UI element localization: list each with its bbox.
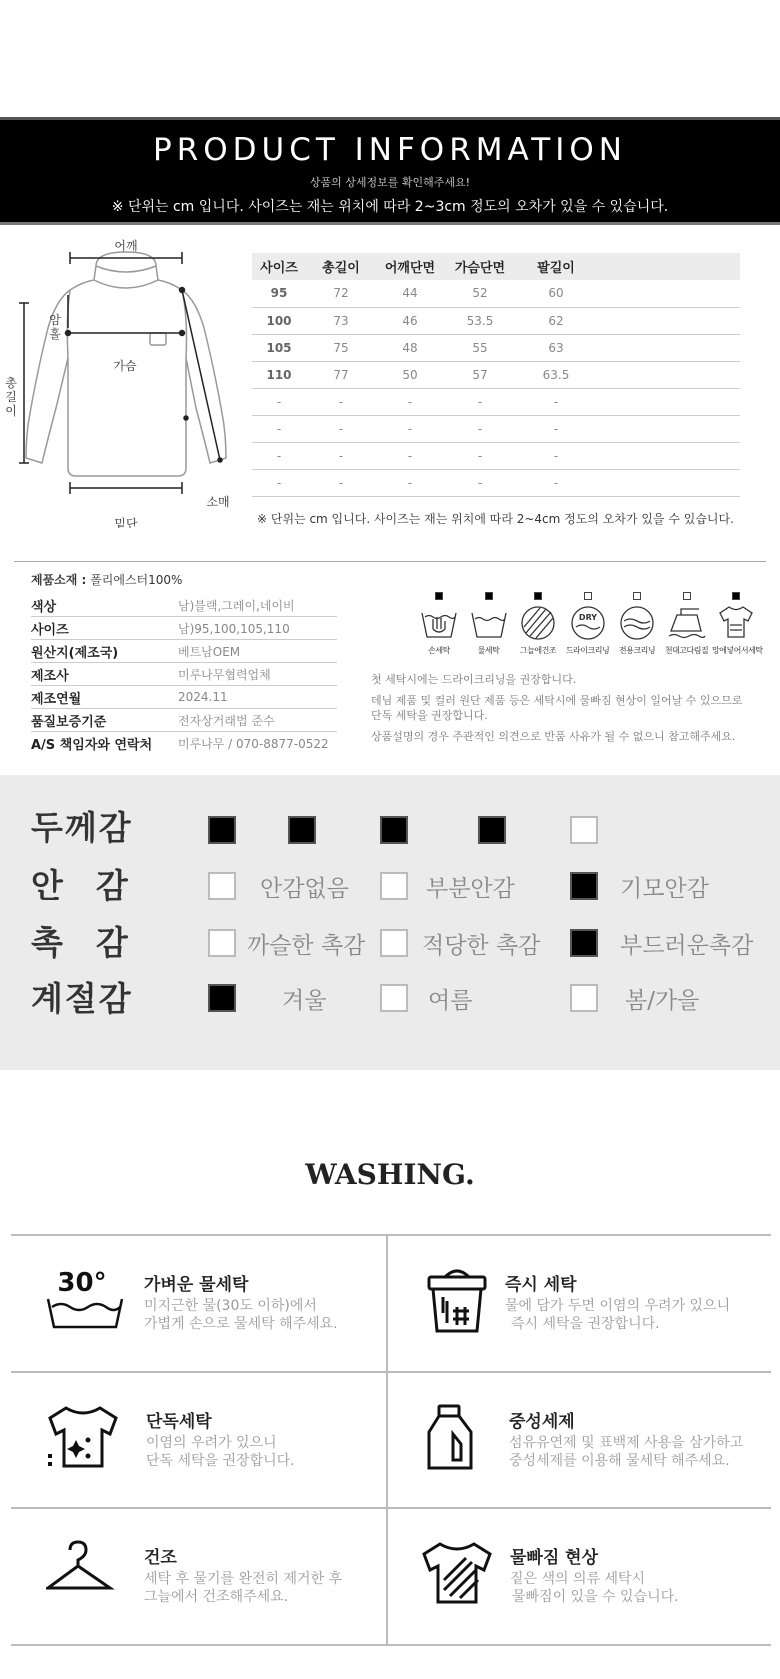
care-hand-wash <box>415 592 463 656</box>
table-cell: 63 <box>516 334 596 361</box>
detail-key: 제조사 <box>31 668 69 684</box>
wash-desc: 물에 담가 두면 이염의 우려가 있으니 <box>505 1298 731 1314</box>
header-subtitle: 상품의 상세정보를 확인해주세요! <box>309 176 471 189</box>
label-armhole: 암홀 <box>49 313 61 341</box>
divider <box>11 1644 771 1646</box>
wash-desc: 즉시 세탁을 권장합니다. <box>511 1316 660 1332</box>
fabric-attributes <box>0 775 780 1070</box>
table-cell: - <box>252 388 306 415</box>
wash-title: 물빠짐 현상 <box>510 1548 599 1568</box>
shade-dry-icon <box>518 603 558 641</box>
care-dry-clean <box>564 592 612 656</box>
table-cell: 75 <box>306 334 376 361</box>
attr-label-touch: 촉 감 <box>31 923 128 962</box>
label-hem: 밑단 <box>114 517 138 528</box>
table-cell: 44 <box>376 280 444 307</box>
table-row <box>252 442 740 469</box>
table-cell: - <box>306 415 376 442</box>
care-note: 첫 세탁시에는 드라이크리닝을 권장합니다. <box>371 673 577 686</box>
wash-title: 단독세탁 <box>146 1412 212 1432</box>
season-box <box>208 984 236 1012</box>
divider <box>386 1236 388 1646</box>
product-details-list <box>31 594 337 755</box>
lining-option: 기모안감 <box>620 876 709 902</box>
care-icons <box>415 592 763 656</box>
table-cell <box>596 280 740 307</box>
attr-label-thickness: 두께감 <box>31 808 133 847</box>
table-cell: - <box>516 388 596 415</box>
table-cell: 62 <box>516 307 596 334</box>
table-cell: 63.5 <box>516 361 596 388</box>
table-cell: - <box>516 442 596 469</box>
lining-box <box>570 872 598 900</box>
table-cell: 55 <box>444 334 516 361</box>
table-cell: 60 <box>516 280 596 307</box>
table-cell: 53.5 <box>444 307 516 334</box>
care-iron <box>663 592 711 656</box>
lining-box <box>380 872 408 900</box>
detail-row-color <box>31 594 337 617</box>
care-special-clean <box>613 592 661 656</box>
iron-icon <box>667 603 707 641</box>
detail-row-warranty <box>31 709 337 732</box>
wash-desc: 미지근한 물(30도 이하)에서 <box>144 1298 317 1314</box>
table-cell: 46 <box>376 307 444 334</box>
table-cell: - <box>444 415 516 442</box>
care-laundry-net <box>712 592 763 656</box>
table-cell <box>596 388 740 415</box>
wash-desc: 가볍게 손으로 물세탁 해주세요. <box>144 1316 338 1332</box>
table-row <box>252 280 740 307</box>
care-label: 드라이크리닝 <box>565 646 610 655</box>
care-notes <box>371 672 771 750</box>
detail-key: 사이즈 <box>31 622 69 638</box>
wash-desc: 짙은 색의 의류 세탁시 <box>510 1571 646 1587</box>
care-mark <box>633 592 641 600</box>
wash-title: 건조 <box>144 1548 177 1568</box>
table-cell: - <box>376 469 444 496</box>
table-cell: - <box>252 442 306 469</box>
header-spacer <box>596 253 740 280</box>
hanger-icon <box>46 1540 126 1610</box>
table-cell <box>596 442 740 469</box>
table-row <box>252 469 740 496</box>
table-cell: - <box>516 469 596 496</box>
table-cell: 95 <box>252 280 306 307</box>
table-row <box>252 415 740 442</box>
table-cell: 57 <box>444 361 516 388</box>
wash-desc: 중성세제를 이용해 물세탁 해주세요. <box>509 1453 730 1469</box>
header-shoulder: 어깨단면 <box>376 253 444 280</box>
table-cell: - <box>306 469 376 496</box>
detail-key: A/S 책임자와 연락처 <box>31 738 153 753</box>
detail-key: 원산지(제조국) <box>31 645 119 661</box>
table-cell: - <box>376 388 444 415</box>
table-cell: - <box>376 415 444 442</box>
product-info-header <box>0 117 780 225</box>
detail-value: 미루나무협력업체 <box>178 667 271 682</box>
detail-row-manufacturer <box>31 663 337 686</box>
care-label: 망에넣어서세탁 <box>712 646 763 655</box>
season-box <box>380 984 408 1012</box>
thickness-box <box>478 816 506 844</box>
detail-row-date <box>31 686 337 709</box>
machine-wash-icon <box>469 603 509 641</box>
size-note: ※ 단위는 cm 입니다. 사이즈는 재는 위치에 따라 2~4cm 정도의 오차가 있을 수 있습니다. <box>257 512 734 526</box>
divider <box>11 1507 771 1509</box>
size-table-header-row <box>252 253 740 280</box>
detail-value: 미루나무 / 070-8877-0522 <box>178 737 329 751</box>
header-title: PRODUCT INFORMATION <box>153 132 627 168</box>
touch-option: 까슬한 촉감 <box>247 933 366 959</box>
wash-title: 가벼운 물세탁 <box>144 1275 249 1295</box>
care-mark <box>534 592 542 600</box>
wash-desc: 단독 세탁을 권장합니다. <box>146 1453 295 1469</box>
table-cell <box>596 415 740 442</box>
fabric-value: 폴리에스터100% <box>90 573 183 587</box>
table-cell: - <box>252 415 306 442</box>
wash-desc: 세탁 후 물기를 완전히 제거한 후 <box>144 1571 343 1587</box>
table-cell: - <box>252 469 306 496</box>
table-cell: - <box>444 442 516 469</box>
care-note: 단독 세탁을 권장합니다. <box>371 709 488 722</box>
header-length: 총길이 <box>306 253 376 280</box>
table-cell <box>596 361 740 388</box>
washing-title: WASHING. <box>305 1158 475 1191</box>
tshirt-sparkle-icon <box>46 1404 126 1474</box>
special-clean-icon <box>617 603 657 641</box>
table-cell <box>596 334 740 361</box>
touch-box <box>380 929 408 957</box>
size-table <box>252 253 740 497</box>
table-row <box>252 361 740 388</box>
table-cell: 105 <box>252 334 306 361</box>
laundry-net-icon <box>716 603 756 641</box>
table-row <box>252 334 740 361</box>
dry-clean-icon <box>568 603 608 641</box>
season-box <box>570 984 598 1012</box>
table-cell <box>596 307 740 334</box>
care-label: 물세탁 <box>477 646 500 655</box>
table-cell: 110 <box>252 361 306 388</box>
table-row <box>252 388 740 415</box>
detail-value: 남)95,100,105,110 <box>178 621 290 636</box>
table-cell: 100 <box>252 307 306 334</box>
detail-key: 제조연월 <box>31 691 82 707</box>
detail-row-as <box>31 732 337 755</box>
detergent-bottle-icon <box>425 1404 505 1474</box>
care-mark <box>683 592 691 600</box>
detail-value: 전자상거래법 준수 <box>178 713 275 728</box>
lining-option: 부분안감 <box>426 876 515 902</box>
care-shade-dry <box>514 592 562 656</box>
garment-measurement-diagram <box>0 238 245 528</box>
wash-title: 즉시 세탁 <box>505 1275 577 1295</box>
table-cell: - <box>306 442 376 469</box>
touch-option: 적당한 촉감 <box>422 933 541 959</box>
season-option: 겨울 <box>282 988 327 1014</box>
care-note: 상품설명의 경우 주관적인 의견으로 반품 사유가 될 수 없으니 참고해주세요. <box>371 730 736 743</box>
season-option: 여름 <box>428 988 473 1014</box>
wash-desc: 물빠짐이 있을 수 있습니다. <box>512 1589 679 1605</box>
touch-option: 부드러운촉감 <box>620 933 754 959</box>
table-row <box>252 307 740 334</box>
care-mark <box>584 592 592 600</box>
thickness-box <box>570 816 598 844</box>
detail-value: 남)블랙,그레이,네이비 <box>178 598 295 613</box>
care-label: 그늘에건조 <box>519 646 557 655</box>
wash-title: 중성세제 <box>509 1412 575 1432</box>
divider <box>11 1371 771 1373</box>
detail-row-origin <box>31 640 337 663</box>
header-note: ※ 단위는 cm 입니다. 사이즈는 재는 위치에 따라 2~3cm 정도의 오차가 있을 수 있습니다. <box>111 199 669 215</box>
fabric-line <box>31 571 182 588</box>
table-cell: 48 <box>376 334 444 361</box>
table-cell: 77 <box>306 361 376 388</box>
svg-text:DRY: DRY <box>578 613 597 622</box>
header-chest: 가슴단면 <box>444 253 516 280</box>
divider <box>11 1234 771 1236</box>
tshirt-stripes-icon <box>422 1540 502 1610</box>
detail-key: 품질보증기준 <box>31 714 107 730</box>
lining-box <box>208 872 236 900</box>
detail-key: 색상 <box>31 599 57 615</box>
label-length: 총길이 <box>5 376 17 418</box>
thickness-box <box>380 816 408 844</box>
detail-value: 2024.11 <box>178 690 228 704</box>
table-cell: 52 <box>444 280 516 307</box>
wash-desc: 이염의 우려가 있으니 <box>146 1435 277 1451</box>
table-cell: 50 <box>376 361 444 388</box>
divider <box>14 561 766 562</box>
thickness-box <box>208 816 236 844</box>
turtleneck-sweater-icon <box>0 238 245 528</box>
table-cell: - <box>444 469 516 496</box>
wash-badge: 30° <box>57 1268 107 1298</box>
wash-30-icon <box>46 1267 126 1337</box>
detail-row-size <box>31 617 337 640</box>
care-mark <box>732 592 740 600</box>
fabric-label: 제품소재 : <box>31 573 87 587</box>
detail-value: 베트남OEM <box>178 644 241 659</box>
care-mark <box>485 592 493 600</box>
attr-label-season: 계절감 <box>31 979 133 1018</box>
table-cell: 73 <box>306 307 376 334</box>
care-label: 천대고다림질 <box>664 646 709 655</box>
table-cell <box>596 469 740 496</box>
laundry-basket-icon <box>425 1267 505 1337</box>
wash-desc: 섬유유연제 및 표백제 사용을 삼가하고 <box>509 1435 744 1451</box>
label-shoulder: 어깨 <box>114 239 138 253</box>
table-cell: 72 <box>306 280 376 307</box>
table-cell: - <box>444 388 516 415</box>
attr-label-lining: 안 감 <box>31 866 128 905</box>
thickness-box <box>288 816 316 844</box>
care-mark <box>435 592 443 600</box>
lining-option: 안감없음 <box>260 876 349 902</box>
label-chest: 가슴 <box>113 359 137 373</box>
table-cell: - <box>516 415 596 442</box>
table-cell: - <box>376 442 444 469</box>
season-option: 봄/가을 <box>625 988 700 1014</box>
label-sleeve: 소매 <box>206 495 230 509</box>
header-sleeve: 팔길이 <box>516 253 596 280</box>
table-cell: - <box>306 388 376 415</box>
wash-desc: 그늘에서 건조해주세요. <box>144 1589 289 1605</box>
header-size: 사이즈 <box>252 253 306 280</box>
touch-box <box>570 929 598 957</box>
touch-box <box>208 929 236 957</box>
care-label: 전용크리닝 <box>618 646 656 655</box>
care-note: 데님 제품 및 컬러 원단 제품 등은 세탁시에 물빠짐 현상이 일어날 수 있으므로 <box>371 694 743 707</box>
hand-wash-icon <box>419 603 459 641</box>
care-label: 손세탁 <box>428 646 450 655</box>
care-machine-wash <box>465 592 513 656</box>
